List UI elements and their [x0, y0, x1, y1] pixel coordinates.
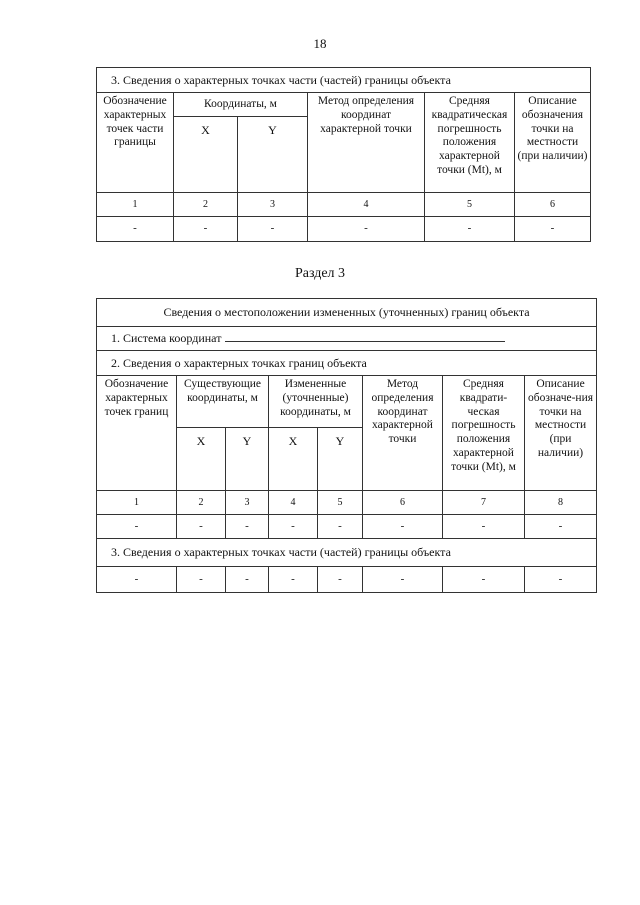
boundary-part-points-table: [96, 67, 591, 242]
header-designation: Обозначение характерных точек границ: [97, 376, 177, 491]
table1-title: 3. Сведения о характерных точках части (частей) границы объекта: [97, 68, 591, 93]
column-number: 2: [174, 193, 238, 217]
column-number: 5: [318, 491, 363, 515]
table-cell: -: [269, 515, 318, 539]
column-number: 5: [425, 193, 515, 217]
coord-system-row: [97, 327, 597, 351]
changed-boundaries-table: [96, 298, 597, 593]
table-cell: -: [425, 217, 515, 242]
column-number: 7: [443, 491, 525, 515]
coord-system-label: 1. Система координат: [111, 331, 222, 346]
header-method: Метод определения координат характерной точки: [308, 93, 425, 193]
header-method: Метод определения координат характерной точки: [363, 376, 443, 491]
table-cell: -: [97, 515, 177, 539]
header-description: Описание обозначения точки на местности (при наличии): [515, 93, 591, 193]
table-cell: -: [443, 567, 525, 593]
table2-title: Сведения о местоположении измененных (уточненных) границ объекта: [97, 299, 597, 327]
table-cell: -: [226, 515, 269, 539]
column-number: 6: [515, 193, 591, 217]
header-existing-coordinates: Существующие координаты, м: [177, 376, 269, 428]
parts-title: 3. Сведения о характерных точках части (частей) границы объекта: [97, 539, 597, 567]
section-heading: Раздел 3: [294, 266, 346, 281]
table-cell: -: [97, 567, 177, 593]
page-number: 18: [313, 36, 327, 51]
header-y-changed: Y: [318, 428, 363, 491]
header-coordinates: Координаты, м: [174, 93, 308, 117]
column-number: 1: [97, 491, 177, 515]
table-cell: -: [515, 217, 591, 242]
points-title: 2. Сведения о характерных точках границ объекта: [97, 351, 597, 376]
header-accuracy: Средняя квадратическая погрешность положения характерной точки (Mt), м: [425, 93, 515, 193]
header-y-existing: Y: [226, 428, 269, 491]
column-number: 6: [363, 491, 443, 515]
table-cell: -: [443, 515, 525, 539]
header-x-existing: X: [177, 428, 226, 491]
column-number: 3: [238, 193, 308, 217]
header-description: Описание обозначе-ния точки на местности (при наличии): [525, 376, 597, 491]
table-cell: -: [177, 515, 226, 539]
header-y: Y: [238, 117, 308, 193]
table-cell: -: [97, 217, 174, 242]
column-number: 8: [525, 491, 597, 515]
table-cell: -: [308, 217, 425, 242]
table-cell: -: [174, 217, 238, 242]
header-designation: Обозначение характерных точек части границы: [97, 93, 174, 193]
table-cell: -: [525, 567, 597, 593]
table-cell: -: [177, 567, 226, 593]
table-cell: -: [226, 567, 269, 593]
table-cell: -: [525, 515, 597, 539]
column-number: 2: [177, 491, 226, 515]
column-number: 3: [226, 491, 269, 515]
header-changed-coordinates: Измененные (уточненные) координаты, м: [269, 376, 363, 428]
column-number: 4: [308, 193, 425, 217]
table-cell: -: [363, 567, 443, 593]
column-number: 4: [269, 491, 318, 515]
table-cell: -: [318, 515, 363, 539]
column-number: 1: [97, 193, 174, 217]
table-cell: -: [269, 567, 318, 593]
header-x: X: [174, 117, 238, 193]
table-cell: -: [318, 567, 363, 593]
header-x-changed: X: [269, 428, 318, 491]
table-cell: -: [363, 515, 443, 539]
coord-system-field[interactable]: [225, 331, 505, 342]
table-cell: -: [238, 217, 308, 242]
header-accuracy: Средняя квадрати-ческая погрешность положения характерной точки (Mt), м: [443, 376, 525, 491]
